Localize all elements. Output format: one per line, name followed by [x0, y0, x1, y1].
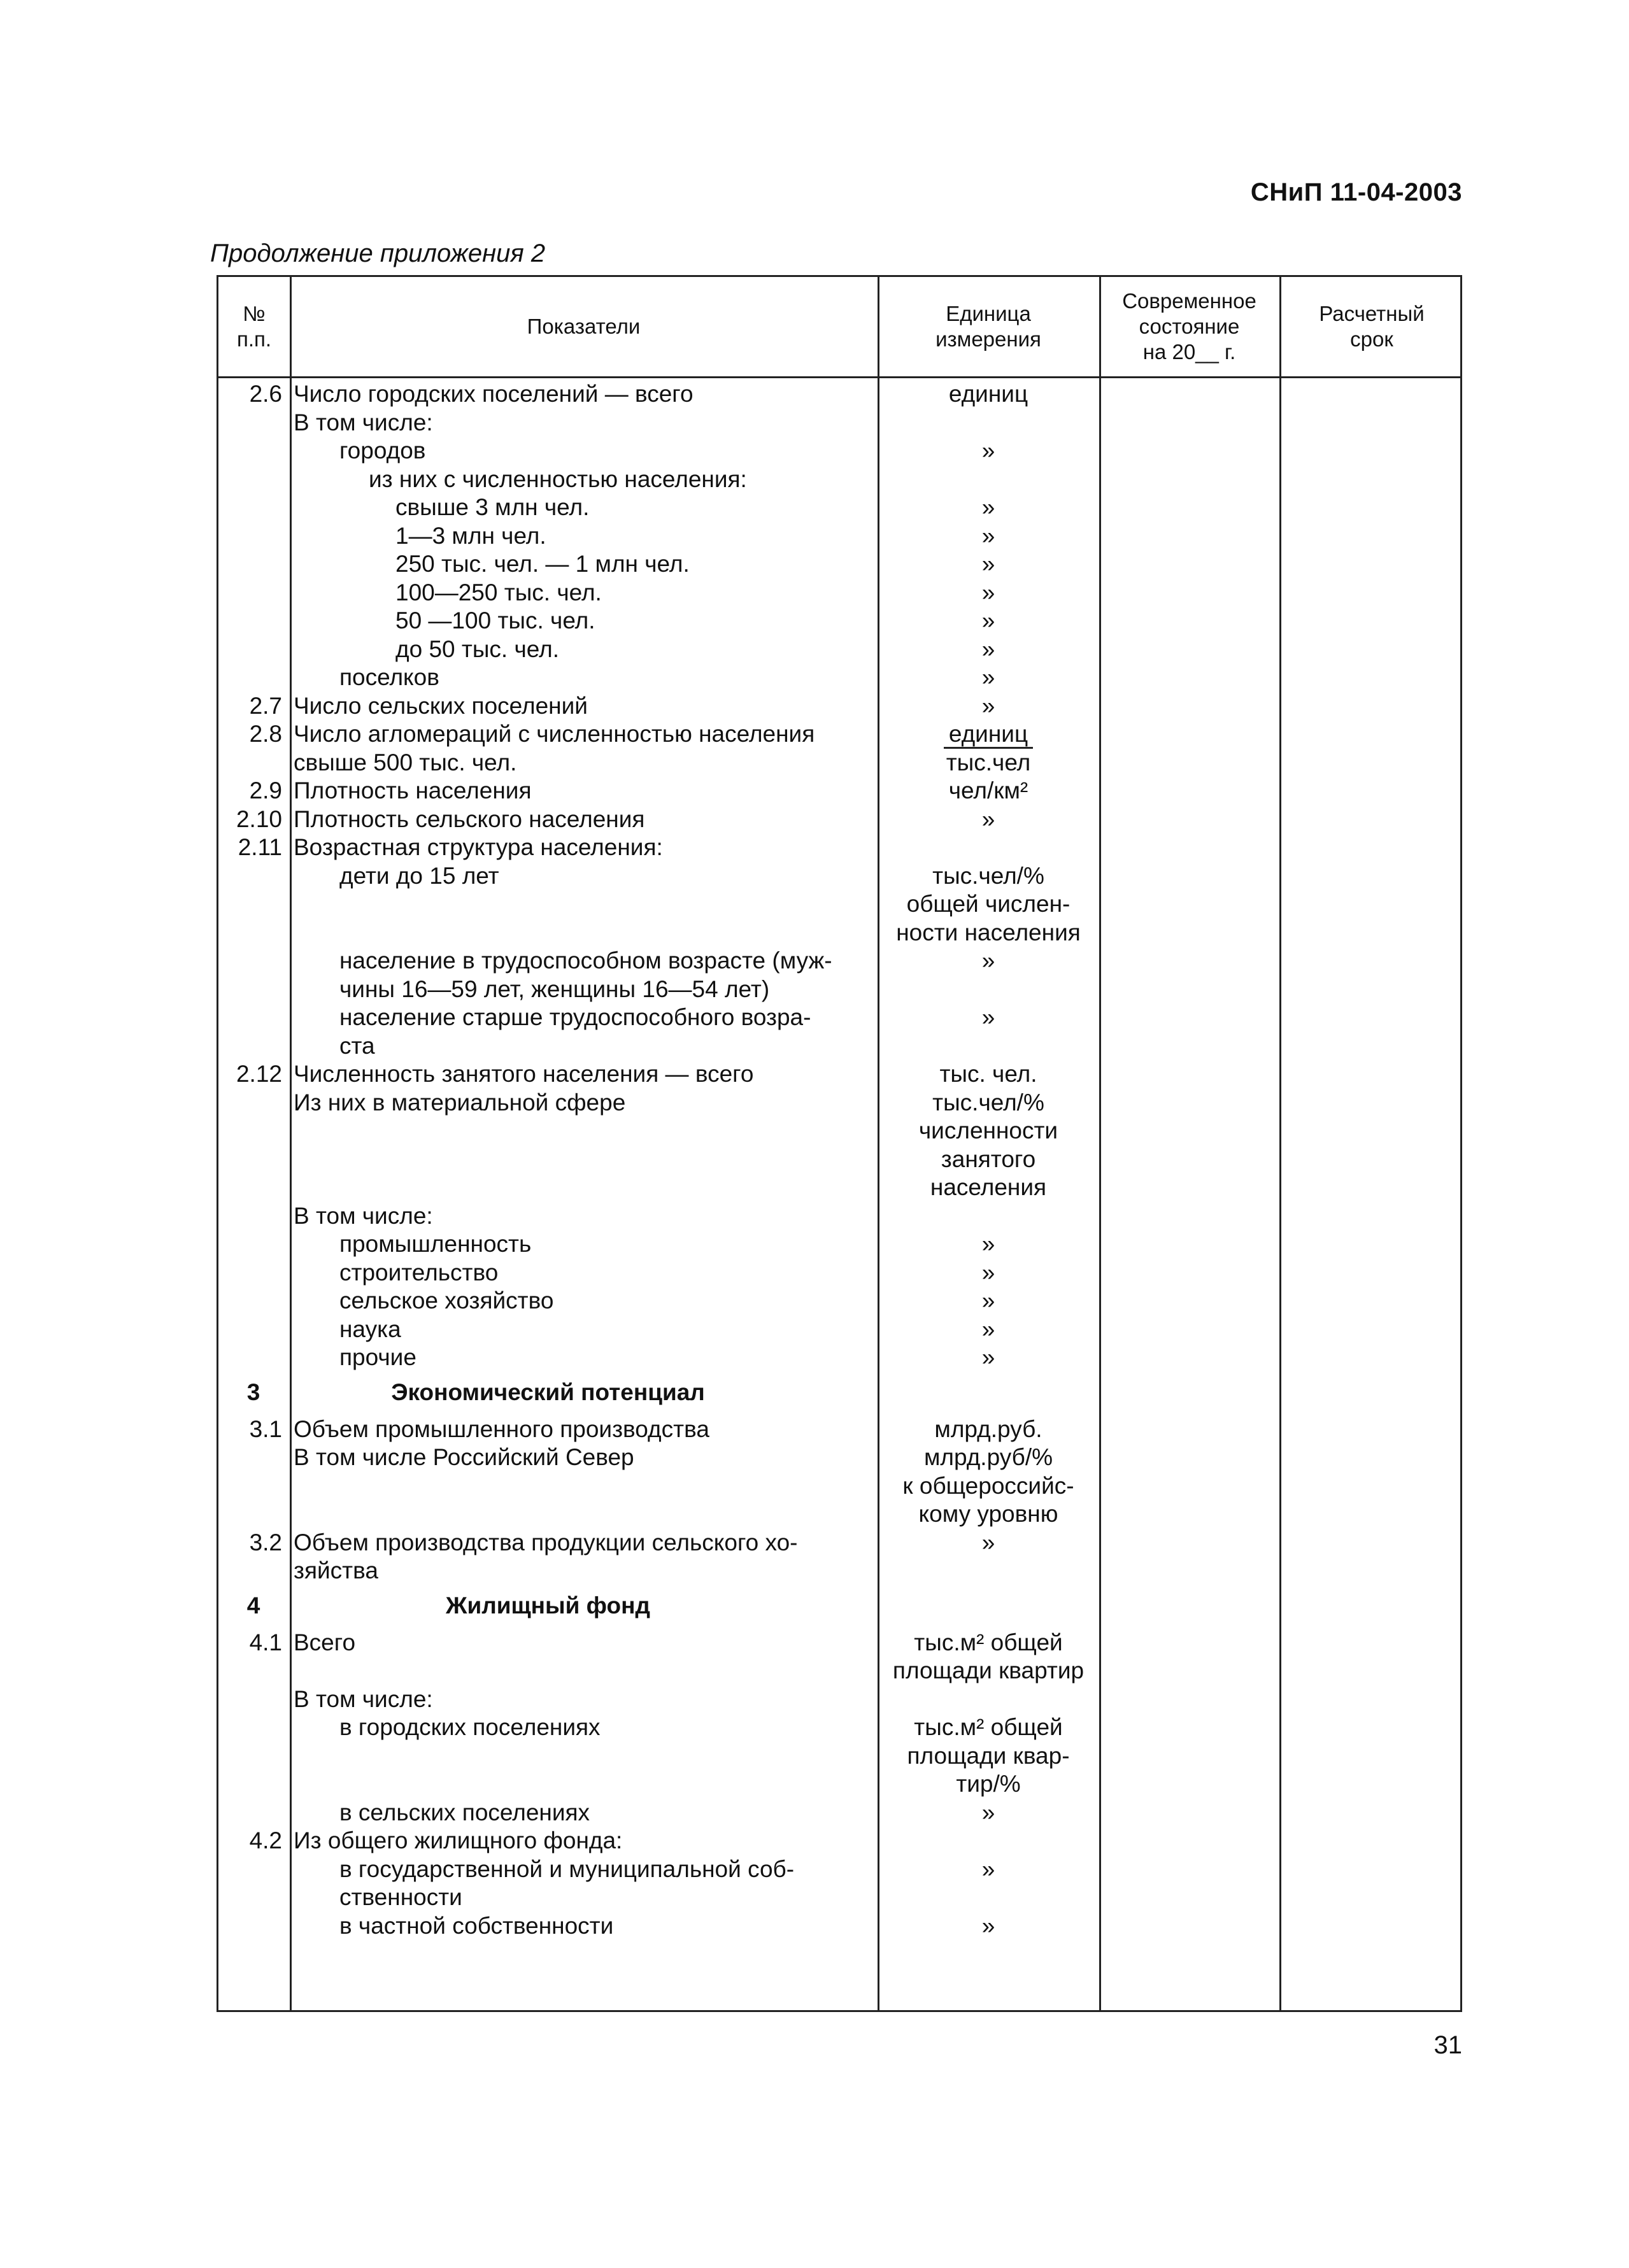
unit-cell: » [981, 1315, 995, 1342]
header-unit [878, 277, 1099, 376]
row-number: 3.1 [249, 1415, 282, 1442]
row-number: 2.6 [249, 381, 282, 407]
indicator-label: сельское хозяйство [339, 1287, 554, 1314]
indicator-label: 250 тыс. чел. — 1 млн чел. [395, 551, 690, 577]
unit-cell: занятого [941, 1145, 1036, 1172]
table-row [218, 1145, 1460, 1174]
table-row [218, 805, 1460, 834]
indicator-label: население старше трудоспособного возра- [339, 1004, 811, 1030]
table-row [218, 1315, 1460, 1344]
indicator-label: до 50 тыс. чел. [395, 635, 559, 662]
section-title: Жилищный фонд [446, 1592, 650, 1619]
indicator-label: свыше 3 млн чел. [395, 494, 590, 520]
indicator-label: свыше 500 тыс. чел. [294, 749, 517, 776]
table-row [218, 1089, 1460, 1117]
unit-cell: млрд.руб/% [923, 1444, 1053, 1470]
indicator-label: Возрастная структура населения: [294, 834, 663, 860]
indicator-label: ственности [339, 1884, 462, 1910]
table-row [218, 1912, 1460, 1941]
unit-cell: » [981, 805, 995, 832]
unit-cell: » [981, 1799, 995, 1825]
indicator-label: Число агломераций с численностью населения [294, 721, 815, 747]
indicator-label: население в трудоспособном возрасте (муж- [339, 947, 832, 974]
table-row [218, 1629, 1460, 1657]
indicator-label: зяйства [294, 1557, 378, 1584]
appendix-subtitle: Продолжение приложения 2 [210, 239, 546, 267]
unit-cell: численности [918, 1117, 1058, 1144]
section-title: Экономический потенциал [391, 1379, 705, 1405]
header-current [1099, 277, 1279, 376]
indicator-label: Из общего жилищного фонда: [294, 1827, 623, 1853]
indicator-label: Из них в материальной сфере [294, 1089, 626, 1116]
table-row [218, 692, 1460, 721]
indicator-label: ста [339, 1032, 375, 1059]
unit-fraction-numerator: единиц [944, 721, 1033, 749]
header-num [218, 277, 290, 376]
indicator-label: чины 16—59 лет, женщины 16—54 лет) [339, 975, 770, 1002]
unit-cell: тир/% [956, 1771, 1021, 1797]
table-row [218, 409, 1460, 437]
table-row [218, 380, 1460, 409]
header-unit-text: Единица измерения [935, 302, 1041, 351]
indicator-label: Плотность сельского населения [294, 805, 645, 832]
unit-cell: населения [930, 1174, 1047, 1200]
unit-cell: » [981, 437, 995, 464]
header-divider [218, 376, 1460, 378]
table-row [218, 1472, 1460, 1501]
indicators-table [217, 275, 1462, 2012]
table-row [218, 777, 1460, 805]
table-row [218, 833, 1460, 862]
table-row [218, 1770, 1460, 1799]
indicator-label: Плотность населения [294, 777, 532, 804]
unit-cell: кому уровню [918, 1501, 1058, 1527]
indicator-label: Численность занятого населения — всего [294, 1061, 754, 1087]
indicator-label: строительство [339, 1259, 499, 1286]
table-row [218, 1855, 1460, 1884]
unit-cell: тыс.м² общей [914, 1629, 1063, 1655]
unit-cell: площади квар- [907, 1742, 1070, 1769]
unit-cell: » [981, 664, 995, 690]
table-row [218, 1287, 1460, 1315]
indicator-label: В том числе: [294, 409, 433, 436]
row-number: 2.12 [236, 1061, 282, 1087]
row-number: 4.1 [249, 1629, 282, 1655]
table-row [218, 550, 1460, 579]
indicator-label: Объем производства продукции сельского хо- [294, 1529, 798, 1556]
table-row [218, 493, 1460, 522]
unit-cell: площади квартир [892, 1657, 1085, 1683]
unit-cell: » [981, 1344, 995, 1370]
indicator-label: промышленность [339, 1231, 532, 1257]
table-row [218, 579, 1460, 607]
row-number: 3.2 [249, 1529, 282, 1556]
header-target-text: Расчетный срок [1319, 302, 1425, 351]
table-row [218, 947, 1460, 975]
table-row [218, 1657, 1460, 1685]
unit-cell: » [981, 579, 995, 606]
table-row [218, 635, 1460, 664]
indicator-label: В том числе Российский Север [294, 1444, 634, 1470]
indicator-label: в сельских поселениях [339, 1799, 590, 1825]
page-number: 31 [1433, 2031, 1462, 2059]
table-row [218, 663, 1460, 692]
row-number: 2.9 [249, 777, 282, 804]
table-row [218, 1060, 1460, 1089]
unit-cell: ности населения [896, 919, 1081, 946]
table-row [218, 1117, 1460, 1145]
row-number: 4 [246, 1592, 260, 1619]
table-row [218, 437, 1460, 465]
row-number: 3 [246, 1379, 260, 1405]
unit-cell: » [981, 1231, 995, 1257]
table-row [218, 1500, 1460, 1529]
unit-cell: тыс.чел [946, 749, 1031, 776]
table-row [218, 1529, 1460, 1557]
table-row [218, 1685, 1460, 1714]
section-row [218, 1379, 1460, 1407]
unit-cell: тыс.чел/% [932, 862, 1044, 889]
unit-cell: » [981, 551, 995, 577]
unit-cell: тыс.чел/% [932, 1089, 1044, 1116]
table-row [218, 890, 1460, 919]
header-target [1279, 277, 1464, 376]
indicator-label: Число городских поселений — всего [294, 381, 694, 407]
unit-cell: » [981, 1912, 995, 1939]
row-number: 2.8 [249, 721, 282, 747]
table-row [218, 1230, 1460, 1259]
row-number: 2.11 [238, 834, 282, 860]
unit-cell: » [981, 1855, 995, 1882]
unit-cell: » [981, 1259, 995, 1286]
indicator-label: 50 —100 тыс. чел. [395, 607, 595, 634]
unit-cell: млрд.руб. [934, 1415, 1042, 1442]
table-row [218, 607, 1460, 635]
indicator-label: городов [339, 437, 426, 464]
section-row [218, 1592, 1460, 1620]
table-row [218, 465, 1460, 494]
indicator-label: в государственной и муниципальной соб- [339, 1855, 795, 1882]
table-row [218, 862, 1460, 891]
unit-cell: тыс.м² общей [914, 1714, 1063, 1740]
indicator-label: Число сельских поселений [294, 692, 588, 719]
table-row [218, 1173, 1460, 1202]
indicator-label: прочие [339, 1344, 416, 1370]
header-indicators-text: Показатели [527, 315, 641, 338]
indicator-label: Всего [294, 1629, 356, 1655]
table-row [218, 749, 1460, 777]
document-code: СНиП 11-04-2003 [1250, 178, 1462, 206]
table-row [218, 1827, 1460, 1855]
table-row [218, 1799, 1460, 1827]
table-row [218, 919, 1460, 947]
indicator-label: 100—250 тыс. чел. [395, 579, 602, 606]
indicator-label: наука [339, 1315, 401, 1342]
unit-cell [878, 720, 1099, 749]
table-row [218, 1343, 1460, 1372]
unit-cell: » [981, 522, 995, 549]
indicator-label: дети до 15 лет [339, 862, 499, 889]
table-row [218, 1415, 1460, 1444]
header-num-text: № п.п. [236, 302, 272, 351]
indicator-label: В том числе: [294, 1202, 433, 1229]
indicator-label: 1—3 млн чел. [395, 522, 546, 549]
unit-cell: » [981, 1529, 995, 1556]
table-row [218, 1032, 1460, 1061]
unit-cell: » [981, 692, 995, 719]
indicator-label: Объем промышленного производства [294, 1415, 709, 1442]
unit-cell: к общероссийс- [902, 1472, 1074, 1499]
indicator-label: из них с численностью населения: [369, 465, 747, 492]
unit-cell: единиц [948, 381, 1028, 407]
table-row [218, 1259, 1460, 1287]
header-current-text: Современное состояние на 20__ г. [1122, 289, 1256, 364]
indicator-label: в городских поселениях [339, 1714, 601, 1740]
row-number: 4.2 [249, 1827, 282, 1853]
unit-cell: » [981, 1287, 995, 1314]
header-indicators [290, 277, 878, 376]
unit-cell: » [981, 947, 995, 974]
unit-cell: чел/км² [948, 777, 1028, 804]
indicator-label: В том числе: [294, 1685, 433, 1712]
table-row [218, 1202, 1460, 1231]
unit-cell: общей числен- [906, 891, 1071, 917]
unit-cell: » [981, 494, 995, 520]
unit-cell: » [981, 635, 995, 662]
table-row [218, 720, 1460, 749]
indicator-label: поселков [339, 664, 439, 690]
unit-cell: тыс. чел. [939, 1061, 1037, 1087]
table-row [218, 1883, 1460, 1912]
row-number: 2.10 [236, 805, 282, 832]
indicator-label: в частной собственности [339, 1912, 614, 1939]
table-row [218, 1713, 1460, 1742]
table-row [218, 1003, 1460, 1032]
table-row [218, 1557, 1460, 1585]
table-row [218, 522, 1460, 551]
unit-cell: » [981, 607, 995, 634]
table-row [218, 975, 1460, 1004]
table-row [218, 1742, 1460, 1771]
table-row [218, 1443, 1460, 1472]
row-number: 2.7 [249, 692, 282, 719]
unit-cell: » [981, 1004, 995, 1030]
